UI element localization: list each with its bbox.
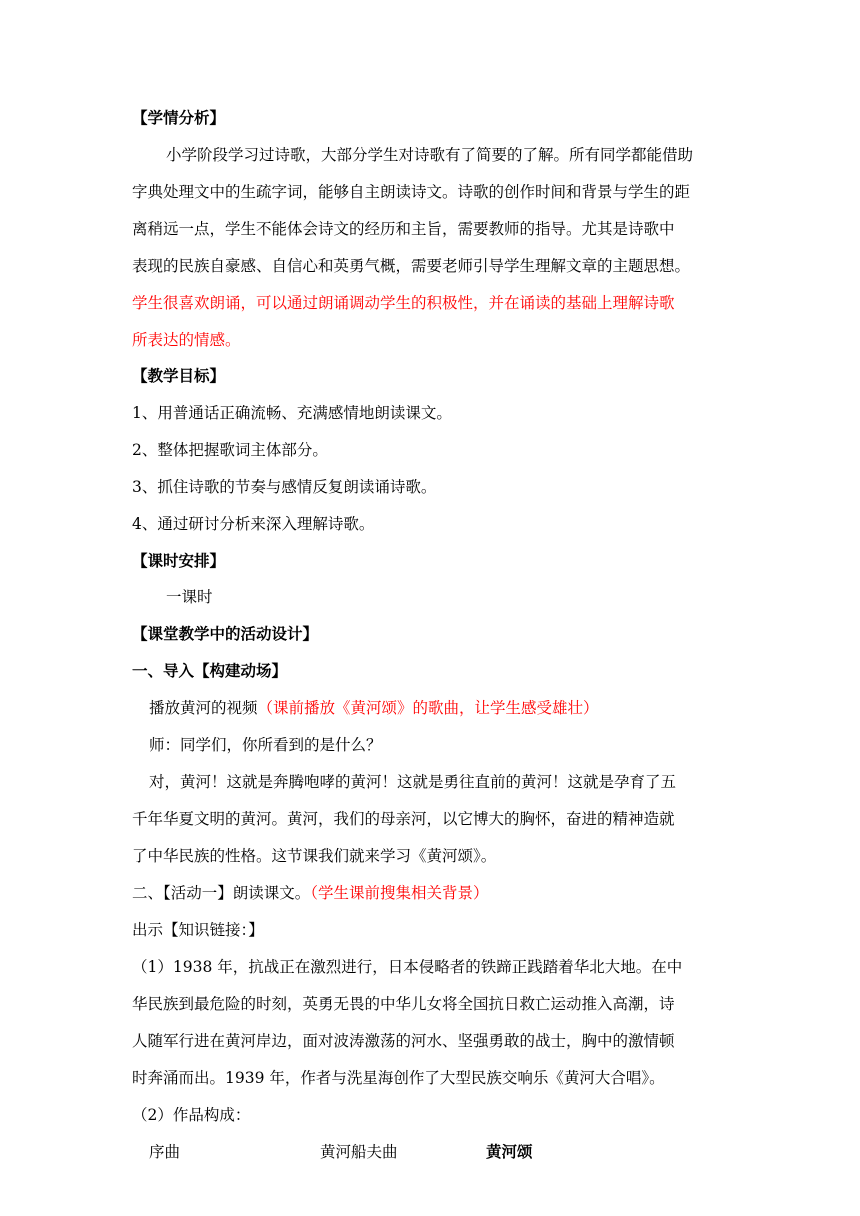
intro-play-note: （课前播放《黄河颂》的歌曲，让学生感受雄壮） <box>257 699 599 717</box>
intro-heading: 一、导入【构建动场】 <box>132 662 288 680</box>
highlight-line: 学生很喜欢朗诵，可以通过朗诵调动学生的积极性，并在诵读的基础上理解诗歌 <box>132 294 675 312</box>
knowledge-link: 出示【知识链接：】 <box>132 921 264 939</box>
teacher-question: 师：同学们，你所看到的是什么？ <box>149 736 382 754</box>
intro-play-text: 播放黄河的视频 <box>149 699 258 717</box>
paragraph-line: 对，黄河！这就是奔腾咆哮的黄河！这就是勇往直前的黄河！这就是孕育了五 <box>149 773 677 791</box>
activity-one-line <box>132 882 489 904</box>
paragraph-line: 小学阶段学习过诗歌，大部分学生对诗歌有了简要的了解。所有同学都能借助 <box>166 146 694 164</box>
schedule-heading: 【课时安排】 <box>132 552 226 570</box>
paragraph-line: 离稍远一点，学生不能体会诗文的经历和主旨，需要教师的指导。尤其是诗歌中 <box>132 220 675 238</box>
intro-play-line <box>149 697 599 719</box>
goal-item: 4、通过研讨分析来深入理解诗歌。 <box>132 515 375 533</box>
paragraph-line: 字典处理文中的生疏字词，能够自主朗读诗文。诗歌的创作时间和背景与学生的距 <box>132 183 691 201</box>
work-item: 序曲 <box>149 1143 181 1161</box>
activity-one-note: （学生课前搜集相关背景） <box>310 884 489 902</box>
schedule-text: 一课时 <box>166 588 213 606</box>
situation-heading: 【学情分析】 <box>132 109 226 127</box>
highlight-line: 所表达的情感。 <box>132 331 241 349</box>
paragraph-line: 时奔涌而出。1939 年，作者与洗星海创作了大型民族交响乐《黄河大合唱》。 <box>132 1069 665 1087</box>
paragraph-line: 表现的民族自豪感、自信心和英勇气概，需要老师引导学生理解文章的主题思想。 <box>132 257 691 275</box>
goal-item: 3、抓住诗歌的节奏与感情反复朗读诵诗歌。 <box>132 478 437 496</box>
paragraph-line: 了中华民族的性格。这节课我们就来学习《黄河颂》。 <box>132 847 497 865</box>
work-item: 黄河船夫曲 <box>320 1143 398 1161</box>
paragraph-line: 人随军行进在黄河岸边，面对波涛激荡的河水、坚强勇敢的战士，胸中的激情顿 <box>132 1032 675 1050</box>
work-item: 黄河颂 <box>486 1143 533 1161</box>
goal-item: 2、整体把握歌词主体部分。 <box>132 441 328 459</box>
activity-one-text: 二、【活动一】朗读课文。 <box>132 884 311 902</box>
goals-heading: 【教学目标】 <box>132 367 226 385</box>
activities-heading: 【课堂教学中的活动设计】 <box>132 625 319 643</box>
paragraph-line: （1）1938 年，抗战正在激烈进行，日本侵略者的铁蹄正践踏着华北大地。在中 <box>132 958 683 976</box>
paragraph-line: 华民族到最危险的时刻，英勇无畏的中华儿女将全国抗日救亡运动推入高潮，诗 <box>132 995 675 1013</box>
goal-item: 1、用普通话正确流畅、充满感情地朗读课文。 <box>132 404 452 422</box>
composition-label: （2）作品构成： <box>132 1106 251 1124</box>
paragraph-line: 千年华夏文明的黄河。黄河，我们的母亲河，以它博大的胸怀，奋进的精神造就 <box>132 810 675 828</box>
